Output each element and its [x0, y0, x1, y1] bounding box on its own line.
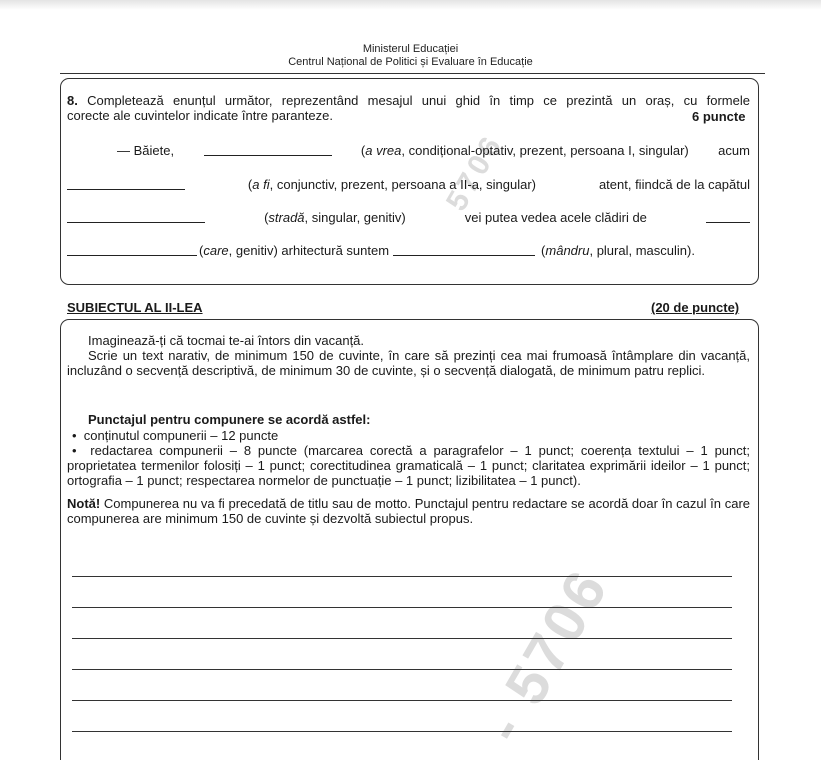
answer-line-4[interactable]	[72, 669, 732, 670]
blank-input-1[interactable]	[204, 143, 332, 156]
blank-input-5[interactable]	[393, 243, 535, 256]
subject-2-box	[60, 319, 759, 760]
fill-line-1: — Băiete, (a vrea, condițional-optativ, prezent, persoana I, singular) acum	[117, 143, 750, 158]
blank-input-4a[interactable]	[706, 210, 750, 223]
scoring-item-1: • conținutul compunerii – 12 puncte	[72, 428, 279, 443]
watermark-bottom: - 5706	[470, 557, 622, 753]
note-label: Notă!	[67, 496, 101, 511]
header-center: Centrul Național de Politici și Evaluare în Educație	[288, 56, 533, 68]
fill-line-3: (stradă, singular, genitiv) vei putea vedea acele clădiri de	[67, 210, 750, 225]
exercise-8-instruction-line2: corecte ale cuvintelor indicate între paranteze.	[67, 108, 333, 123]
answer-line-2[interactable]	[72, 607, 732, 608]
answer-line-1[interactable]	[72, 576, 732, 577]
bullet-icon: •	[72, 443, 77, 458]
blank-input-3[interactable]	[67, 210, 205, 223]
header-rule	[60, 73, 765, 74]
scoring-title: Punctajul pentru compunere se acordă astfel:	[88, 412, 371, 427]
scan-edge-shadow	[0, 0, 821, 10]
subject-2-points: (20 de puncte)	[651, 300, 740, 315]
prompt-line-2: Scrie un text narativ, de minimum 150 de cuvinte, în care să prezinți cea mai frumoasă întâmplare din vacanță, incluzând o secvență descriptivă, de minimum 30 de cuvinte, și o secvență dialogată, de minimum patru replici.	[67, 348, 750, 378]
watermark-top: 5706	[440, 128, 510, 217]
blank-input-4b[interactable]	[67, 243, 197, 256]
fill-line-2: (a fi, conjunctiv, prezent, persoana a II-a, singular) atent, fiindcă de la capătul	[67, 177, 750, 192]
subject-2-title: SUBIECTUL AL II-LEA	[67, 300, 203, 315]
scoring-item-2: • redactarea compunerii – 8 puncte (marcarea corectă a paragrafelor – 1 punct; coerența textului – 1 punct; proprietatea termenilor folosiți – 1 punct; corectitudinea gramaticală – 1 punct; claritatea exprimării ideilor – 1 punct; ortografia – 1 punct; respectarea normelor de punctuație – 1 punct; lizibilitatea – 1 punct).	[67, 443, 750, 488]
blank-input-2[interactable]	[67, 177, 185, 190]
answer-line-3[interactable]	[72, 638, 732, 639]
answer-line-5[interactable]	[72, 700, 732, 701]
exercise-8-points: 6 puncte	[692, 109, 746, 124]
prompt-line-1: Imaginează-ți că tocmai te-ai întors din vacanță.	[88, 333, 365, 348]
answer-line-6[interactable]	[72, 731, 732, 732]
bullet-icon: •	[72, 428, 77, 443]
exercise-number: 8.	[67, 93, 78, 108]
header-ministry: Ministerul Educației	[362, 43, 459, 55]
note-paragraph: Notă! Compunerea nu va fi precedată de titlu sau de motto. Punctajul pentru redactare se acordă doar în cazul în care compunerea are minimum 150 de cuvinte și dezvoltă subiectul propus.	[67, 496, 750, 526]
exercise-8-instruction-line1: 8. Completează enunțul următor, reprezentând mesajul unui ghid în timp ce prezintă un oraș, cu formele	[67, 93, 750, 108]
fill-line-4: (care, genitiv) arhitectură suntem (mândru, plural, masculin).	[67, 243, 750, 258]
